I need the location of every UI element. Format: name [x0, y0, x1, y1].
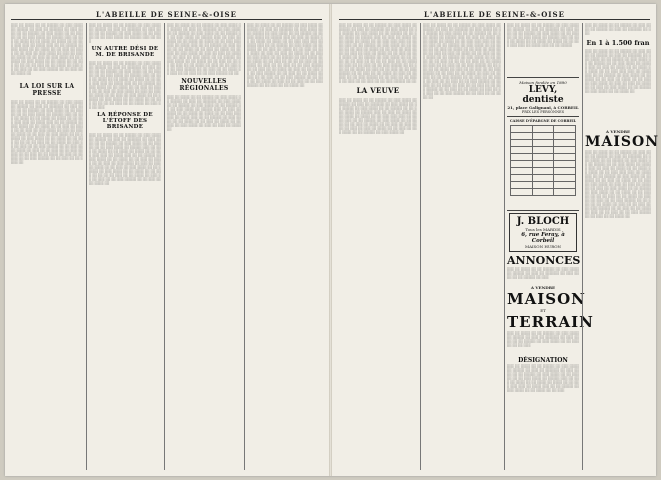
ad-bloch-sub: Tous les MARDIS	[525, 227, 561, 232]
heading-loi-presse: LA LOI SUR LA PRESSE	[19, 83, 75, 97]
column-text: ░░░ ░░ ░░░░ ░░ ░░ ░░░░░ ░░ ░░░ ░░░░ ░░ ░░░░░ ░░ ░░░ ░░ ░░░░░░ ░░ ░░░ ░░░░ ░░ ░░ ░░░░░ ░░ ░░░ ░░░░ ░░ ░░ ░░░░░ ░░ ░░ ░░░ ░░░░ ░░ ░░░░░ ░░░ ░░ ░░░ ░░ ░░░░ ░░ ░░ ░░░░ ░░ ░░░░ ░░ ░░ ░░░ ░░░ ░░░ ░░ ░░░░ ░░░ ░░ ░░ ░░░░░ ░░ ░░░ ░░░░ ░░ ░░ ░░░░ ░░ ░░ ░░░ ░░ ░░░░ ░░ ░░ ░░░ ░░ ░░░ ░░░░ ░░ ░░░ ░░ ░░░ ░░ ░░░░ ░░ ░░ ░░░ ░░ ░░░ ░░░░ ░░ ░░ ░░░░░ ░░ ░░░ ░░░░ ░░	[339, 98, 417, 134]
ad-bloch-box	[509, 213, 577, 252]
masthead-right: L'ABEILLE DE SEINE-&-OISE	[424, 10, 565, 19]
column-text: ░░░ ░░ ░░░░ ░░ ░░ ░░░░░ ░░ ░░░ ░░░░ ░░ ░░░░░ ░░ ░░░ ░░ ░░░░░░ ░░ ░░░ ░░░░ ░░ ░░ ░░░░░ ░░ ░░░ ░░░░ ░░ ░░ ░░░░░ ░░ ░░ ░░░ ░░░░ ░░ ░░░░░ ░░░ ░░ ░░░ ░░ ░░░░ ░░ ░░ ░░░░ ░░ ░░░░ ░░ ░░ ░░░ ░░░ ░░░ ░░ ░░░░ ░░░ ░░ ░░ ░░░░░ ░░ ░░░ ░░░░ ░░ ░░ ░░░░ ░░ ░░ ░░░ ░░ ░░░░ ░░ ░░ ░░░ ░░ ░░░ ░░░░ ░░ ░░░ ░░ ░░░ ░░ ░░░░ ░░ ░░ ░░░ ░░ ░░░ ░░░░ ░░ ░░ ░░░░░ ░░ ░░░ ░░░░ ░░ ░░ ░░░░ ░░ ░░ ░░░ ░░ ░░ ░░ ░░ ░░░ ░░ ░░ ░░░░ ░░ ░░░ ░░ ░░ ░░░ ░░ ░░ ░░░ ░░░░░ ░░ ░░ ░░░ ░░ ░░ ░░░░ ░░ ░░░ ░░ ░░ ░░░ ░░ ░░ ░░░ ░░░░░ ░░ ░░ ░░░ ░░ ░░ ░░░░ ░░ ░░░ ░░ ░░ ░░░ ░░ ░░ ░░░ ░░░░░ ░░ ░░ ░░░ ░░ ░░ ░░░░ ░░	[585, 150, 651, 218]
ad-levy-founded: Maison fondée en 1880	[519, 80, 567, 85]
ad-maison: MAISON	[507, 290, 586, 308]
column-6	[423, 23, 501, 470]
column-3	[167, 23, 241, 470]
ad-caisse-title: CAISSE D'ÉPARGNE DE CORBEIL	[509, 119, 577, 123]
column-text: ░░░ ░░ ░░░░ ░░ ░░ ░░░░░ ░░ ░░░ ░░░░ ░░ ░░░░░ ░░ ░░░ ░░ ░░░░░░ ░░ ░░░ ░░░░ ░░ ░░ ░░░░░ ░░ ░░░ ░░░░ ░░ ░░ ░░░░░ ░░ ░░ ░░░ ░░░░ ░░ ░░░░░ ░░░ ░░ ░░░ ░░ ░░░░ ░░ ░░ ░░░░ ░░ ░░░░ ░░ ░░ ░░░ ░░░ ░░░ ░░ ░░░░ ░░░ ░░ ░░ ░░░░░ ░░ ░░░ ░░░░ ░░ ░░ ░░░░ ░░ ░░ ░░░ ░░ ░░░░ ░░ ░░ ░░░ ░░ ░░░ ░░░░ ░░ ░░░ ░░ ░░░ ░░ ░░░░ ░░ ░░ ░░░ ░░ ░░░ ░░░░ ░░ ░░ ░░░░░ ░░ ░░░ ░░░░ ░░ ░░ ░░░░ ░░ ░░ ░░░ ░░ ░░ ░░ ░░ ░░░ ░░ ░░ ░░░░ ░░ ░░░ ░░ ░░ ░░░ ░░ ░░ ░░░ ░░░░░ ░░ ░░ ░░░ ░░ ░░ ░░░░ ░░	[89, 133, 161, 185]
column-rule	[244, 23, 245, 470]
ad-rule	[507, 210, 579, 211]
ad-vendre-2: A VENDRE	[605, 129, 631, 134]
ad-price: En 1 à 1.500 fran	[586, 39, 650, 47]
ad-vendre: A VENDRE	[530, 285, 556, 290]
column-text: ░░░ ░░ ░░░░ ░░ ░░ ░░░░░ ░░ ░░░ ░░░░ ░░ ░░░░░ ░░ ░░░ ░░ ░░░░░░ ░░ ░░░ ░░░░ ░░ ░░ ░░░░░ ░░ ░░░ ░░░░ ░░ ░░ ░░░░░ ░░ ░░ ░░░	[507, 331, 579, 347]
ad-rule	[507, 116, 579, 117]
masthead-rule	[11, 19, 322, 20]
column-8	[585, 23, 660, 470]
right-page	[333, 4, 660, 476]
ads-column	[507, 23, 594, 470]
heading-etoffe: LA RÉPONSE DE L'ÉTOFF DES BRISANDE	[97, 112, 153, 130]
ad-levy-address: 21, place Galignani, à CORBEIL	[507, 105, 579, 110]
column-text: ░░░ ░░ ░░░░ ░░ ░░ ░░░░░ ░░ ░░░ ░░░░ ░░ ░░░░░ ░░ ░░░ ░░ ░░░░░░ ░░ ░░░ ░░░░ ░░ ░░ ░░░░░ ░░ ░░░ ░░░░ ░░ ░░ ░░░░░ ░░ ░░ ░░░ ░░░░ ░░ ░░░░░ ░░░ ░░ ░░░ ░░ ░░░░ ░░ ░░ ░░░░ ░░ ░░░░ ░░ ░░ ░░░ ░░░ ░░░ ░░ ░░░░ ░░░ ░░ ░░ ░░░░░ ░░ ░░░ ░░░░ ░░ ░░ ░░░░ ░░ ░░ ░░░ ░░ ░░░░ ░░ ░░ ░░░ ░░ ░░░ ░░░░ ░░ ░░░ ░░ ░░░ ░░ ░░░░ ░░ ░░ ░░░ ░░ ░░░ ░░░░ ░░ ░░ ░░░░░ ░░ ░░░ ░░░░ ░░ ░░ ░░░░ ░░ ░░ ░░░ ░░ ░░ ░░ ░░ ░░░ ░░ ░░ ░░░░ ░░ ░░░ ░░ ░░ ░░░ ░░ ░░ ░░░ ░░░░░ ░░ ░░ ░░░ ░░ ░░ ░░░░ ░░ ░░░ ░░ ░░ ░░░ ░░ ░░ ░░░ ░░░░░ ░░ ░░ ░░░ ░░ ░░ ░░░░ ░░ ░░░ ░░ ░░ ░░░ ░░ ░░ ░░░ ░░░░░ ░░ ░░ ░░░ ░░ ░░ ░░░░ ░░	[11, 100, 83, 164]
column-rule	[86, 23, 87, 470]
column-5	[339, 23, 417, 470]
column-text: ░░░ ░░ ░░░░ ░░ ░░ ░░░░░ ░░ ░░░ ░░░░ ░░ ░░░░░ ░░ ░░░ ░░ ░░░░░░ ░░ ░░░ ░░░░ ░░ ░░ ░░░░░ ░░ ░░░ ░░░░ ░░ ░░ ░░░░░ ░░ ░░ ░░░ ░░░░ ░░ ░░░░░ ░░░ ░░ ░░░ ░░ ░░░░ ░░ ░░ ░░░░ ░░ ░░░░ ░░ ░░ ░░░ ░░░ ░░░ ░░ ░░░░ ░░░ ░░ ░░ ░░░░░	[507, 23, 579, 47]
column-rule	[164, 23, 165, 470]
ad-annonces: ANNONCES	[507, 254, 581, 267]
newspaper-sheet	[5, 4, 660, 476]
column-text: ░░░ ░░ ░░░░ ░░ ░░ ░░░░░ ░░ ░░░ ░░░░ ░░ ░░░░░ ░░ ░░░ ░░ ░░░░░░ ░░ ░░░	[585, 23, 651, 35]
column-text: ░░░ ░░ ░░░░ ░░ ░░ ░░░░░ ░░ ░░░ ░░░░ ░░ ░░░░░ ░░ ░░░ ░░ ░░░░░░ ░░ ░░░ ░░░░ ░░ ░░ ░░░░░ ░░ ░░░ ░░░░ ░░ ░░ ░░░░░ ░░ ░░ ░░░ ░░░░ ░░ ░░░░░ ░░░ ░░ ░░░ ░░ ░░░░ ░░ ░░ ░░░░ ░░ ░░░░ ░░ ░░ ░░░ ░░░ ░░░ ░░ ░░░░ ░░░ ░░ ░░ ░░░░░ ░░ ░░░ ░░░░ ░░ ░░ ░░░░ ░░ ░░ ░░░ ░░ ░░░░ ░░ ░░ ░░░ ░░ ░░░ ░░░░ ░░ ░░░ ░░ ░░░ ░░ ░░░░ ░░ ░░ ░░░ ░░ ░░░ ░░░░ ░░ ░░ ░░░░░ ░░ ░░░ ░░░░ ░░ ░░ ░░░░ ░░ ░░ ░░░ ░░ ░░ ░░ ░░ ░░░ ░░ ░░ ░░░░ ░░ ░░░ ░░ ░░ ░░░ ░░ ░░ ░░░ ░░░░░ ░░ ░░ ░░░ ░░ ░░ ░░░░ ░░ ░░░ ░░ ░░ ░░░ ░░ ░░ ░░░ ░░░░░ ░░ ░░ ░░░ ░░ ░░ ░░░░ ░░ ░░░ ░░ ░░ ░░░ ░░ ░░ ░░░ ░░░░░ ░░ ░░ ░░░ ░░ ░░ ░░░░ ░░ ░░░ ░░ ░░ ░░░ ░░ ░░ ░░░ ░░░░░ ░░ ░░ ░░░ ░░ ░░ ░░░░ ░░ ░░░ ░░ ░░ ░░░ ░░ ░░ ░░░ ░░░░░ ░░ ░░ ░░░ ░░ ░░ ░░░░ ░░ ░░░ ░░ ░░ ░░░ ░░ ░░ ░░░ ░░░░░ ░░ ░░ ░░░ ░░ ░░ ░░░░ ░░	[423, 23, 501, 99]
column-1	[11, 23, 83, 470]
column-text: ░░░ ░░ ░░░░ ░░ ░░ ░░░░░ ░░ ░░░ ░░░░ ░░ ░░░░░ ░░ ░░░ ░░ ░░░░░░ ░░ ░░░ ░░░░ ░░ ░░ ░░░░░ ░░ ░░░ ░░░░ ░░ ░░ ░░░░░ ░░ ░░ ░░░ ░░░░ ░░ ░░░░░ ░░░ ░░ ░░░ ░░ ░░░░ ░░ ░░ ░░░░ ░░ ░░░░ ░░ ░░ ░░░ ░░░ ░░░ ░░ ░░░░ ░░░ ░░ ░░ ░░░░░ ░░ ░░░ ░░░░ ░░ ░░ ░░░░ ░░ ░░ ░░░	[507, 364, 579, 392]
column-text: ░░░ ░░ ░░░░ ░░ ░░ ░░░░░ ░░ ░░░ ░░░░ ░░ ░░░░░ ░░ ░░░ ░░ ░░░░░░ ░░ ░░░ ░░░░ ░░ ░░ ░░░░░ ░░ ░░░ ░░░░ ░░ ░░ ░░░░░ ░░ ░░ ░░░ ░░░░ ░░ ░░░░░ ░░░ ░░ ░░░ ░░ ░░░░ ░░ ░░ ░░░░ ░░ ░░░░ ░░ ░░ ░░░ ░░░ ░░░ ░░ ░░░░ ░░░ ░░ ░░ ░░░░░ ░░ ░░░ ░░░░ ░░ ░░ ░░░░ ░░ ░░ ░░░ ░░ ░░░░ ░░ ░░ ░░░ ░░ ░░░ ░░░░ ░░ ░░░ ░░ ░░░ ░░ ░░░░ ░░	[167, 95, 241, 131]
ad-terrain: TERRAIN	[507, 313, 594, 331]
column-2	[89, 23, 161, 470]
ad-levy-name: LEVY, dentiste	[522, 85, 564, 105]
left-page	[5, 4, 328, 476]
column-4	[247, 23, 323, 470]
page-fold	[329, 4, 332, 476]
column-text: ░░░ ░░ ░░░░ ░░ ░░ ░░░░░ ░░ ░░░ ░░░░ ░░ ░░░░░ ░░ ░░░ ░░ ░░░░░░ ░░ ░░░ ░░░░ ░░ ░░ ░░░░░ ░░ ░░░ ░░░░ ░░ ░░ ░░░░░ ░░ ░░ ░░░ ░░░░ ░░ ░░░░░ ░░░ ░░ ░░░ ░░ ░░░░ ░░ ░░ ░░░░ ░░ ░░░░ ░░ ░░ ░░░ ░░░ ░░░ ░░ ░░░░ ░░░ ░░ ░░ ░░░░░ ░░ ░░░ ░░░░ ░░ ░░ ░░░░ ░░ ░░ ░░░ ░░ ░░░░ ░░ ░░ ░░░ ░░ ░░░ ░░░░ ░░ ░░░ ░░ ░░░ ░░ ░░░░ ░░ ░░ ░░░ ░░ ░░░ ░░░░ ░░ ░░ ░░░░░ ░░ ░░░ ░░░░ ░░ ░░ ░░░░ ░░ ░░ ░░░ ░░ ░░ ░░ ░░ ░░░ ░░ ░░ ░░░░ ░░ ░░░ ░░ ░░ ░░░ ░░ ░░ ░░░ ░░░░░ ░░ ░░ ░░░ ░░ ░░ ░░░░ ░░ ░░░ ░░ ░░ ░░░ ░░ ░░ ░░░ ░░░░░ ░░ ░░ ░░░ ░░ ░░ ░░░░ ░░ ░░░ ░░ ░░ ░░░ ░░ ░░ ░░░ ░░░░░ ░░ ░░ ░░░ ░░ ░░ ░░░░ ░░ ░░░ ░░ ░░ ░░░ ░░ ░░ ░░░ ░░░░░ ░░ ░░ ░░░ ░░ ░░ ░░░░ ░░	[247, 23, 323, 87]
ad-rule	[507, 77, 579, 78]
column-rule	[582, 23, 583, 470]
ad-levy-line3: PRIX LES PERSONNES	[521, 110, 565, 114]
ad-bloch-house: MAISON HURON	[524, 244, 561, 249]
heading-affaire: UN AUTRE DÉSI DE M. DE BRISANDE	[91, 46, 159, 58]
column-text: ░░░ ░░ ░░░░ ░░ ░░ ░░░░░ ░░ ░░░ ░░░░ ░░ ░░░░░ ░░ ░░░ ░░ ░░░░░░ ░░ ░░░ ░░░░ ░░ ░░ ░░░░░ ░░ ░░░	[507, 267, 579, 279]
heading-nouvelles: NOUVELLES RÉGIONALES	[179, 78, 229, 92]
ad-designation: DÉSIGNATION	[518, 357, 568, 364]
column-text: ░░░ ░░ ░░░░ ░░ ░░ ░░░░░ ░░ ░░░ ░░░░ ░░ ░░░░░ ░░ ░░░ ░░ ░░░░░░ ░░ ░░░ ░░░░ ░░ ░░ ░░░░░ ░░ ░░░ ░░░░ ░░ ░░ ░░░░░ ░░ ░░ ░░░ ░░░░ ░░ ░░░░░ ░░░ ░░ ░░░ ░░ ░░░░ ░░ ░░ ░░░░ ░░ ░░░░ ░░ ░░ ░░░ ░░░ ░░░ ░░ ░░░░ ░░░ ░░ ░░ ░░░░░ ░░ ░░░ ░░░░ ░░ ░░ ░░░░ ░░ ░░ ░░░ ░░ ░░░░ ░░ ░░ ░░░ ░░ ░░░ ░░░░ ░░ ░░░ ░░ ░░░ ░░ ░░░░ ░░ ░░ ░░░ ░░ ░░░ ░░░░ ░░ ░░ ░░░░░ ░░ ░░░ ░░░░ ░░ ░░ ░░░░ ░░ ░░ ░░░ ░░ ░░ ░░ ░░ ░░░ ░░ ░░ ░░░░ ░░ ░░░ ░░ ░░ ░░░ ░░ ░░ ░░░ ░░░░░ ░░ ░░ ░░░ ░░ ░░ ░░░░ ░░ ░░░ ░░ ░░ ░░░ ░░ ░░ ░░░ ░░░░░ ░░ ░░ ░░░ ░░ ░░ ░░░░ ░░ ░░░ ░░ ░░ ░░░ ░░ ░░ ░░░ ░░░░░ ░░ ░░ ░░░ ░░ ░░ ░░░░ ░░ ░░░ ░░ ░░ ░░░ ░░ ░░ ░░░ ░░░░░ ░░ ░░	[339, 23, 417, 83]
ad-caisse-table	[510, 125, 576, 196]
ad-et: ET	[540, 308, 546, 313]
column-rule	[420, 23, 421, 470]
ad-bloch-address: 6, rue Feray, à Corbeil	[521, 232, 565, 244]
column-text: ░░░ ░░ ░░░░ ░░ ░░ ░░░░░ ░░ ░░░ ░░░░ ░░ ░░░░░ ░░ ░░░ ░░ ░░░░░░ ░░ ░░░ ░░░░ ░░ ░░ ░░░░░ ░░ ░░░ ░░░░ ░░ ░░ ░░░░░ ░░ ░░ ░░░ ░░░░ ░░ ░░░░░ ░░░ ░░ ░░░ ░░ ░░░░ ░░ ░░ ░░░░ ░░ ░░░░ ░░ ░░ ░░░ ░░░ ░░░ ░░ ░░░░ ░░░ ░░ ░░ ░░░░░ ░░ ░░░ ░░░░ ░░ ░░ ░░░░ ░░ ░░ ░░░ ░░ ░░░░ ░░ ░░ ░░░ ░░ ░░░ ░░░░ ░░ ░░░ ░░ ░░░ ░░ ░░░░ ░░ ░░ ░░░ ░░ ░░░ ░░░░ ░░ ░░ ░░░░░ ░░ ░░░ ░░░░ ░░ ░░ ░░░░ ░░ ░░ ░░░ ░░ ░░ ░░ ░░ ░░░ ░░ ░░ ░░░░ ░░ ░░░ ░░ ░░ ░░░	[89, 61, 161, 109]
column-rule	[504, 23, 505, 470]
masthead-left: L'ABEILLE DE SEINE-&-OISE	[96, 10, 237, 19]
ad-bloch-name: J. BLOCH	[516, 216, 570, 227]
column-text: ░░░ ░░ ░░░░ ░░ ░░ ░░░░░ ░░ ░░░ ░░░░ ░░ ░░░░░ ░░ ░░░ ░░ ░░░░░░ ░░ ░░░ ░░░░ ░░ ░░ ░░░░░ ░░ ░░░ ░░░░ ░░ ░░ ░░░░░ ░░ ░░ ░░░ ░░░░ ░░ ░░░░░ ░░░ ░░ ░░░ ░░ ░░░░ ░░ ░░ ░░░░ ░░ ░░░░ ░░ ░░ ░░░ ░░░ ░░░ ░░ ░░░░ ░░░ ░░ ░░ ░░░░░ ░░ ░░░ ░░░░ ░░ ░░ ░░░░ ░░ ░░ ░░░ ░░ ░░░░ ░░ ░░ ░░░ ░░ ░░░ ░░░░ ░░ ░░░ ░░ ░░░ ░░ ░░░░ ░░ ░░ ░░░ ░░ ░░░ ░░░░ ░░ ░░ ░░░░░ ░░ ░░░ ░░░░ ░░ ░░ ░░░░ ░░ ░░ ░░░ ░░ ░░ ░░ ░░ ░░░ ░░ ░░ ░░░░ ░░ ░░░ ░░ ░░ ░░░ ░░ ░░ ░░░ ░░░░░ ░░ ░░ ░░░ ░░ ░░ ░░░░ ░░	[11, 23, 83, 75]
masthead-rule	[339, 19, 650, 20]
column-text: ░░░ ░░ ░░░░ ░░ ░░ ░░░░░ ░░ ░░░ ░░░░ ░░ ░░░░░ ░░ ░░░ ░░ ░░░░░░ ░░ ░░░ ░░░░ ░░ ░░ ░░░░░ ░░ ░░░ ░░░░ ░░ ░░ ░░░░░ ░░ ░░ ░░░ ░░░░ ░░ ░░░░░ ░░░ ░░ ░░░ ░░ ░░░░ ░░ ░░ ░░░░ ░░ ░░░░ ░░ ░░ ░░░ ░░░ ░░░ ░░ ░░░░ ░░░ ░░ ░░ ░░░░░ ░░ ░░░ ░░░░ ░░ ░░ ░░░░ ░░ ░░ ░░░ ░░ ░░░░ ░░ ░░ ░░░ ░░ ░░░ ░░░░ ░░ ░░░ ░░ ░░░ ░░ ░░░░ ░░ ░░ ░░░ ░░ ░░░ ░░░░ ░░ ░░ ░░░░░ ░░ ░░░ ░░░░ ░░ ░░ ░░░░ ░░	[585, 49, 651, 93]
ad-maison-2: MAISON	[585, 134, 660, 150]
column-text: ░░░ ░░ ░░░░ ░░ ░░ ░░░░░ ░░ ░░░ ░░░░ ░░ ░░░░░ ░░ ░░░ ░░ ░░░░░░ ░░ ░░░ ░░░░ ░░ ░░ ░░░░░ ░░ ░░░ ░░░░ ░░ ░░ ░░░░░ ░░ ░░ ░░░ ░░░░ ░░ ░░░░░ ░░░ ░░ ░░░ ░░ ░░░░ ░░ ░░ ░░░░ ░░ ░░░░ ░░ ░░ ░░░ ░░░ ░░░ ░░ ░░░░ ░░░ ░░ ░░ ░░░░░ ░░ ░░░ ░░░░ ░░ ░░ ░░░░ ░░ ░░ ░░░ ░░ ░░░░ ░░ ░░ ░░░ ░░ ░░░ ░░░░ ░░ ░░░ ░░ ░░░ ░░ ░░░░ ░░ ░░ ░░░ ░░ ░░░ ░░░░ ░░ ░░ ░░░░░ ░░ ░░░ ░░░░ ░░ ░░ ░░░░ ░░ ░░ ░░░ ░░ ░░ ░░ ░░ ░░░ ░░ ░░ ░░░░ ░░ ░░░ ░░ ░░ ░░░ ░░ ░░ ░░░ ░░░░░ ░░ ░░ ░░░ ░░ ░░ ░░░░ ░░ ░░░ ░░ ░░ ░░░ ░░ ░░ ░░░ ░░░░░ ░░ ░░	[167, 23, 241, 75]
heading-veuve: LA VEUVE	[356, 86, 400, 95]
column-text: ░░░ ░░ ░░░░ ░░ ░░ ░░░░░ ░░ ░░░ ░░░░ ░░ ░░░░░ ░░ ░░░ ░░ ░░░░░░ ░░ ░░░ ░░░░ ░░ ░░ ░░░░░ ░░ ░░░ ░░░░ ░░ ░░ ░░░░░ ░░ ░░ ░░░ ░░░░ ░░ ░░░░░ ░░░ ░░ ░░░	[89, 23, 161, 43]
